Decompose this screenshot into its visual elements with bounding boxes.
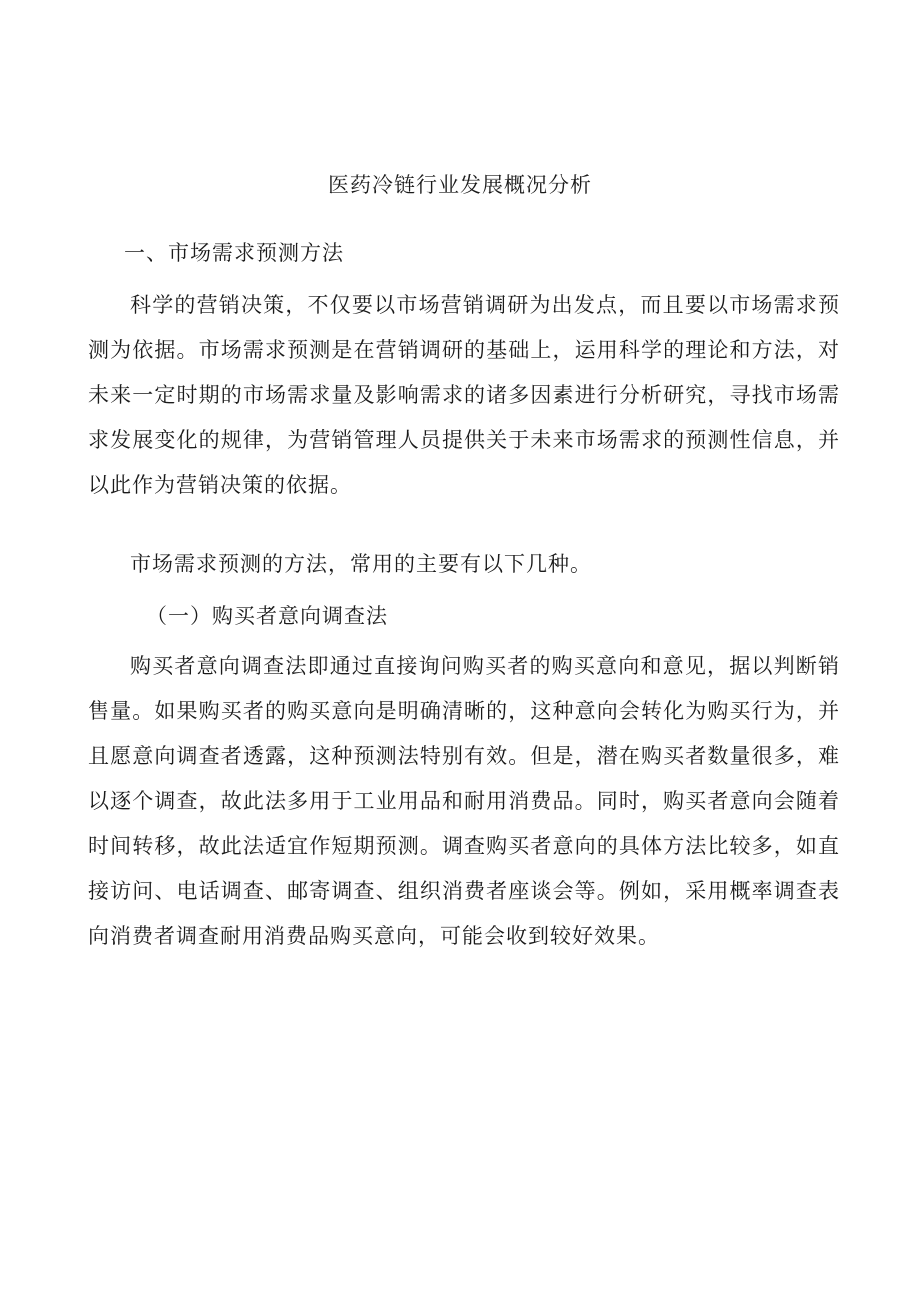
body-paragraph: 购买者意向调查法即通过直接询问购买者的购买意向和意见，据以判断销售量。如果购买者的购买意向是明确清晰的，这种意向会转化为购买行为，并且愿意向调查者透露，这种预测法特别有效。但是，潜在购买者数量很多，难以逐个调查，故此法多用于工业用品和耐用消费品。同时，购买者意向会随着时间转移，故此法适宜作短期预测。调查购买者意向的具体方法比较多，如直接访问、电话调查、邮寄调查、组织消费者座谈会等。例如，采用概率调查表向消费者调查耐用消费品购买意向，可能会收到较好效果。 bbox=[88, 654, 840, 948]
subsection-heading: （一）购买者意向调查法 bbox=[146, 604, 388, 628]
body-paragraph: 科学的营销决策，不仅要以市场营销调研为出发点，而且要以市场需求预测为依据。市场需求预测是在营销调研的基础上，运用科学的理论和方法，对未来一定时期的市场需求量及影响需求的诸多因素进行分析研究，寻找市场需求发展变化的规律，为营销管理人员提供关于未来市场需求的预测性信息，并以此作为营销决策的依据。 bbox=[88, 293, 840, 497]
section-heading: 一、市场需求预测方法 bbox=[124, 241, 344, 265]
body-paragraph: 市场需求预测的方法，常用的主要有以下几种。 bbox=[130, 552, 592, 576]
document-title: 医药冷链行业发展概况分析 bbox=[328, 173, 592, 197]
